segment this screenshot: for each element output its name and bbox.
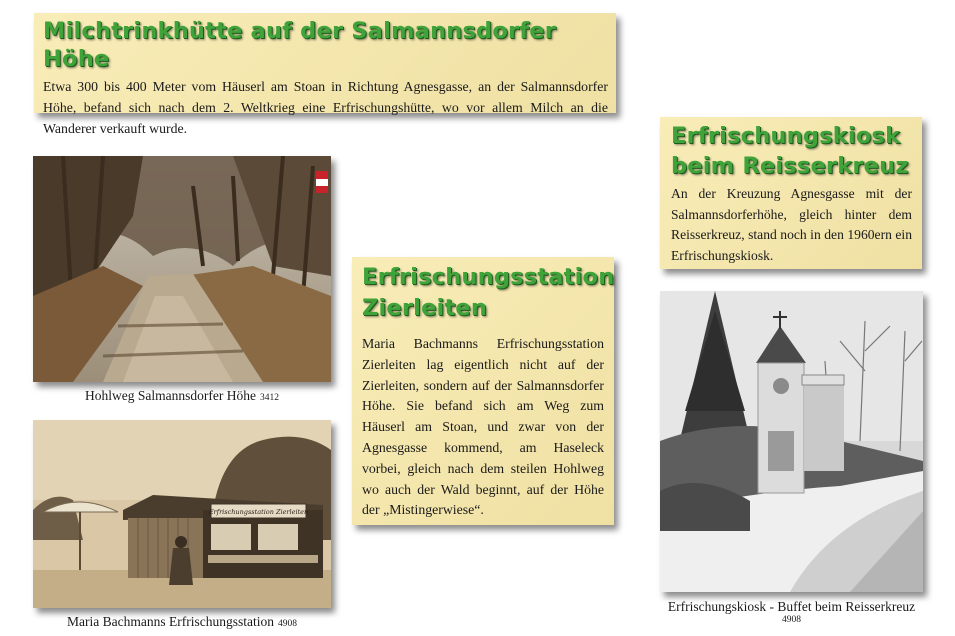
kiosk-title-line2: beim Reisserkreuz <box>671 153 909 179</box>
hohlweg-photo <box>33 156 331 382</box>
hohlweg-caption-number: 3412 <box>259 393 279 403</box>
station-title-line2: Zierleiten <box>362 295 488 321</box>
kiosk-caption-text: Erfrischungskiosk - Buffet beim Reisserkreuz <box>667 599 916 614</box>
milchtrinkhuette-panel <box>34 13 616 136</box>
station-panel <box>352 257 614 525</box>
bachmann-caption-number: 4908 <box>277 619 297 629</box>
hohlweg-caption <box>33 388 331 404</box>
milchtrinkhuette-title: Milchtrinkhütte auf der Salmannsdorfer Höhe <box>43 18 557 72</box>
bachmann-sign: Erfrischungsstation Zierleiten <box>208 508 309 516</box>
kiosk-caption-number-text: 4908 <box>782 615 801 625</box>
bachmann-caption-text: Maria Bachmanns Erfrischungsstation <box>67 614 274 629</box>
bachmann-caption <box>33 614 331 630</box>
milchtrinkhuette-text: Etwa 300 bis 400 Meter vom Häuserl am Stoan in Richtung Agnesgasse, an der Salmannsdorfer Höhe, befand sich nach dem 2. Weltkrieg eine Erfrischungshütte, wo vor allem Milch an die Wanderer verkauft wurde. <box>43 79 608 136</box>
station-text: Maria Bachmanns Erfrischungsstation Zierleiten lag eigentlich nicht auf der Zierleiten, sondern auf der Salmannsdorfer Höhe. Sie befand sich am Weg zum Häuserl am Stoan, und zwar von der Agnesgasse kommend, am Haseleck vorbei, gleich nach dem steilen Hohlweg wo auch der Wald beginnt, auf der Höhe der „Mistingerwiese“. <box>362 336 604 518</box>
hohlweg-caption-text: Hohlweg Salmannsdorfer Höhe <box>85 388 256 403</box>
kiosk-text: An der Kreuzung Agnesgasse mit der Salmannsdorferhöhe, gleich hinter dem Reisserkreuz, stand noch in den 1960ern ein Erfrischungskiosk. <box>671 186 912 263</box>
station-title <box>362 262 615 324</box>
kiosk-caption-number <box>655 615 928 625</box>
station-title-line1: Erfrischungsstation <box>362 264 615 290</box>
kiosk-title <box>671 121 912 181</box>
bachmann-photo <box>33 420 331 608</box>
kiosk-title-line1: Erfrischungskiosk <box>671 123 901 149</box>
kiosk-caption <box>655 599 928 615</box>
kiosk-photo <box>660 291 923 592</box>
kiosk-panel <box>660 117 922 269</box>
